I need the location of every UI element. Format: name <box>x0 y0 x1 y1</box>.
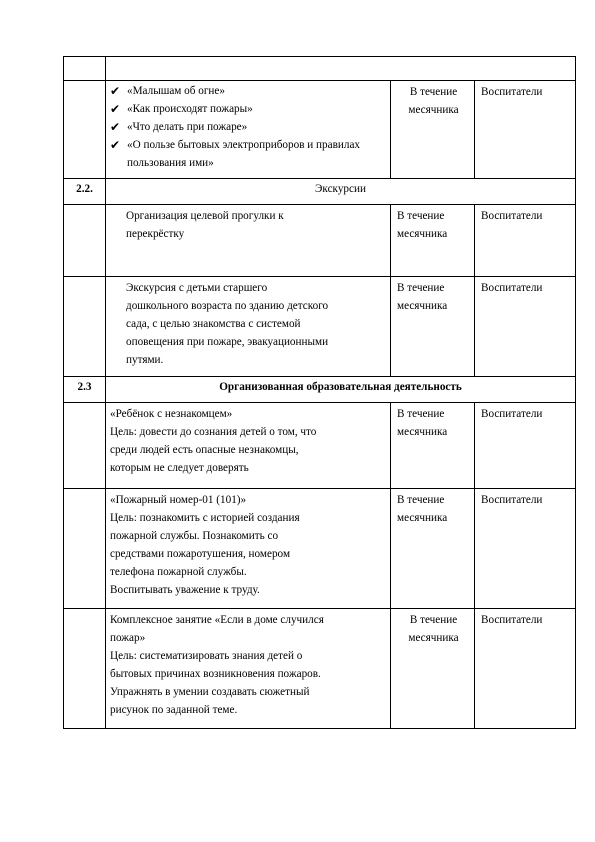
term-line: месячника <box>397 512 448 524</box>
event-text-line: Комплексное занятие «Если в доме случился <box>110 614 324 626</box>
checkmark-icon: ✔ <box>110 84 121 98</box>
list-item <box>110 100 390 118</box>
section-number: 2.3 <box>64 377 106 403</box>
event-text-line: Организация целевой прогулки к <box>126 210 284 222</box>
term-cell <box>391 489 475 609</box>
term-cell <box>391 277 475 377</box>
event-text-line: перекрёстку <box>126 228 185 240</box>
responsible-cell <box>475 403 576 489</box>
row-number <box>64 277 106 377</box>
event-text-line: Цель: познакомить с историей создания <box>110 512 300 524</box>
checkmark-icon: ✔ <box>110 102 121 116</box>
event-text-line: пожар» <box>110 632 146 644</box>
term-line: В течение <box>397 408 445 420</box>
section-row-education <box>64 377 576 403</box>
event-text-line: которым не следует доверять <box>110 462 249 474</box>
event-text-line: оповещения при пожаре, эвакуационными <box>126 336 329 348</box>
term-line: месячника <box>408 104 459 116</box>
section-title: Экскурсии <box>106 179 576 205</box>
event-text-line: путями. <box>126 354 164 366</box>
table-row-fire-number <box>64 489 576 609</box>
event-text-line: «Пожарный номер-01 (101)» <box>110 494 247 506</box>
row-number <box>64 403 106 489</box>
responsible-cell <box>475 609 576 729</box>
term-line: В течение <box>397 494 445 506</box>
event-text-line: сада, с целью знакомства с системой <box>126 318 301 330</box>
event-cell <box>106 205 391 277</box>
row-number <box>64 489 106 609</box>
event-text-line: среди людей есть опасные незнакомцы, <box>110 444 299 456</box>
event-cell <box>106 403 391 489</box>
checkmark-icon: ✔ <box>110 120 121 134</box>
event-text-line: Воспитывать уважение к труду. <box>110 584 260 596</box>
term-line: месячника <box>397 426 448 438</box>
responsible-label: Воспитатели <box>481 494 543 506</box>
row-title <box>106 57 576 81</box>
list-item <box>110 82 390 100</box>
event-text-line: средствами пожаротушения, номером <box>110 548 291 560</box>
list-item-label: «О пользе бытовых электроприборов и правилах пользования ими» <box>127 139 361 169</box>
event-cell <box>106 609 391 729</box>
checkmark-icon: ✔ <box>110 138 121 152</box>
responsible-label: Воспитатели <box>481 86 543 98</box>
event-text-line: Цель: довести до сознания детей о том, что <box>110 426 317 438</box>
list-item-label: «Как происходят пожары» <box>127 103 253 115</box>
table-row-top <box>64 57 576 81</box>
event-text-line: дошкольного возраста по зданию детского <box>126 300 329 312</box>
table-row-fire-talks <box>64 81 576 179</box>
responsible-cell <box>475 489 576 609</box>
event-text-line: Экскурсия с детьми старшего <box>126 282 268 294</box>
event-cell <box>106 489 391 609</box>
event-text-line: телефона пожарной службы. <box>110 566 247 578</box>
table-row-stranger <box>64 403 576 489</box>
term-cell <box>391 609 475 729</box>
responsible-label: Воспитатели <box>481 408 543 420</box>
list-item <box>110 118 390 136</box>
event-cell <box>106 81 391 179</box>
term-line: месячника <box>408 632 459 644</box>
row-number <box>64 81 106 179</box>
term-cell <box>391 205 475 277</box>
responsible-label: Воспитатели <box>481 614 543 626</box>
term-line: В течение <box>409 86 458 98</box>
event-text-line: рисунок по заданной теме. <box>110 704 238 716</box>
event-text-line: «Ребёнок с незнакомцем» <box>110 408 233 420</box>
term-line: В течение <box>397 210 445 222</box>
table-row-walk <box>64 205 576 277</box>
term-cell <box>391 81 475 179</box>
event-text-line: бытовых причинах возникновения пожаров. <box>110 668 321 680</box>
section-row-excursions <box>64 179 576 205</box>
section-title: Организованная образовательная деятельность <box>106 377 576 403</box>
row-number <box>64 609 106 729</box>
responsible-cell <box>475 205 576 277</box>
talk-list <box>106 81 390 172</box>
event-cell <box>106 277 391 377</box>
responsible-cell <box>475 277 576 377</box>
term-line: В течение <box>409 614 458 626</box>
term-line: В течение <box>397 282 445 294</box>
responsible-label: Воспитатели <box>481 282 543 294</box>
event-text-line: Упражнять в умении создавать сюжетный <box>110 686 310 698</box>
list-item <box>110 136 390 172</box>
event-plan-table <box>63 56 576 729</box>
row-number <box>64 205 106 277</box>
list-item-label: «Малышам об огне» <box>127 85 225 97</box>
table-row-building-tour <box>64 277 576 377</box>
responsible-cell <box>475 81 576 179</box>
section-number: 2.2. <box>64 179 106 205</box>
event-text-line: Цель: систематизировать знания детей о <box>110 650 303 662</box>
table-row-complex-lesson <box>64 609 576 729</box>
term-line: месячника <box>397 300 448 312</box>
term-line: месячника <box>397 228 448 240</box>
term-cell <box>391 403 475 489</box>
list-item-label: «Что делать при пожаре» <box>127 121 248 133</box>
row-number <box>64 57 106 81</box>
event-text-line: пожарной службы. Познакомить со <box>110 530 279 542</box>
responsible-label: Воспитатели <box>481 210 543 222</box>
